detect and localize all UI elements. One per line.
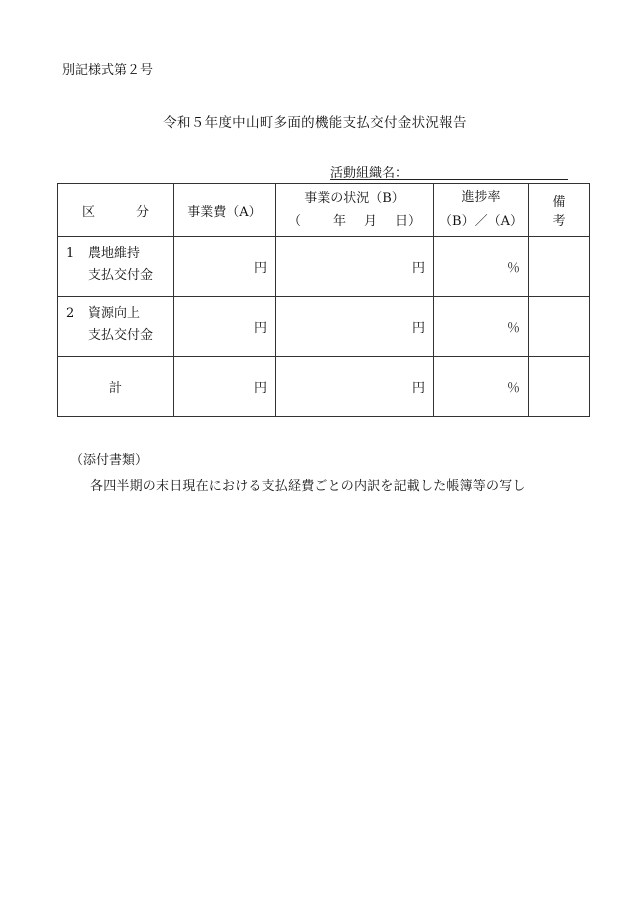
- header-status-month: 月: [363, 214, 377, 229]
- header-biko: 備 考: [529, 184, 590, 237]
- row-rate-cell[interactable]: ％: [434, 297, 529, 357]
- total-rate-cell[interactable]: ％: [434, 357, 529, 417]
- org-name-field: [330, 162, 568, 180]
- header-status-paren: （: [288, 214, 302, 229]
- row-name-line2: 支払交付金: [88, 328, 154, 343]
- org-name-label: 活動組織名：: [330, 166, 409, 181]
- row-rate-cell[interactable]: ％: [434, 237, 529, 297]
- row-item: [58, 297, 174, 357]
- row-biko-cell[interactable]: [529, 237, 590, 297]
- row-number: 1: [66, 246, 75, 261]
- row-status-cell[interactable]: 円: [276, 237, 434, 297]
- header-status-day: 日）: [394, 214, 421, 229]
- row-name-line1: 農地維持: [88, 246, 141, 261]
- page-title: 令和５年度中山町多面的機能支払交付金状況報告: [163, 115, 467, 131]
- header-jigyohi: 事業費（A）: [174, 184, 276, 237]
- header-kubun: 区 分: [58, 184, 174, 237]
- row-item: [58, 237, 174, 297]
- row-name-line2: 支払交付金: [88, 268, 154, 283]
- table-header-row: [58, 184, 590, 237]
- total-label: 計: [58, 357, 174, 417]
- row-name-line1: 資源向上: [88, 306, 141, 321]
- header-status-date: [276, 211, 433, 233]
- header-status-title: 事業の状況（B）: [304, 191, 405, 206]
- header-rate-title: 進捗率: [461, 190, 501, 205]
- attachments-title: （添付書類）: [70, 453, 149, 468]
- table-row: [58, 297, 590, 357]
- total-status-cell[interactable]: 円: [276, 357, 434, 417]
- attachments-body: 各四半期の末日現在における支払経費ごとの内訳を記載した帳簿等の写し: [90, 479, 526, 494]
- header-status: [276, 184, 434, 237]
- header-rate-formula: （B）／（A）: [439, 214, 523, 229]
- row-status-cell[interactable]: 円: [276, 297, 434, 357]
- row-biko-cell[interactable]: [529, 297, 590, 357]
- row-cost-cell[interactable]: 円: [174, 237, 276, 297]
- form-number: 別記様式第２号: [62, 63, 154, 78]
- total-cost-cell[interactable]: 円: [174, 357, 276, 417]
- row-cost-cell[interactable]: 円: [174, 297, 276, 357]
- header-rate: [434, 184, 529, 237]
- header-status-year: 年: [332, 214, 346, 229]
- table-row: [58, 237, 590, 297]
- total-biko-cell[interactable]: [529, 357, 590, 417]
- row-number: 2: [66, 306, 75, 321]
- table-total-row: [58, 357, 590, 417]
- report-table: [57, 183, 607, 417]
